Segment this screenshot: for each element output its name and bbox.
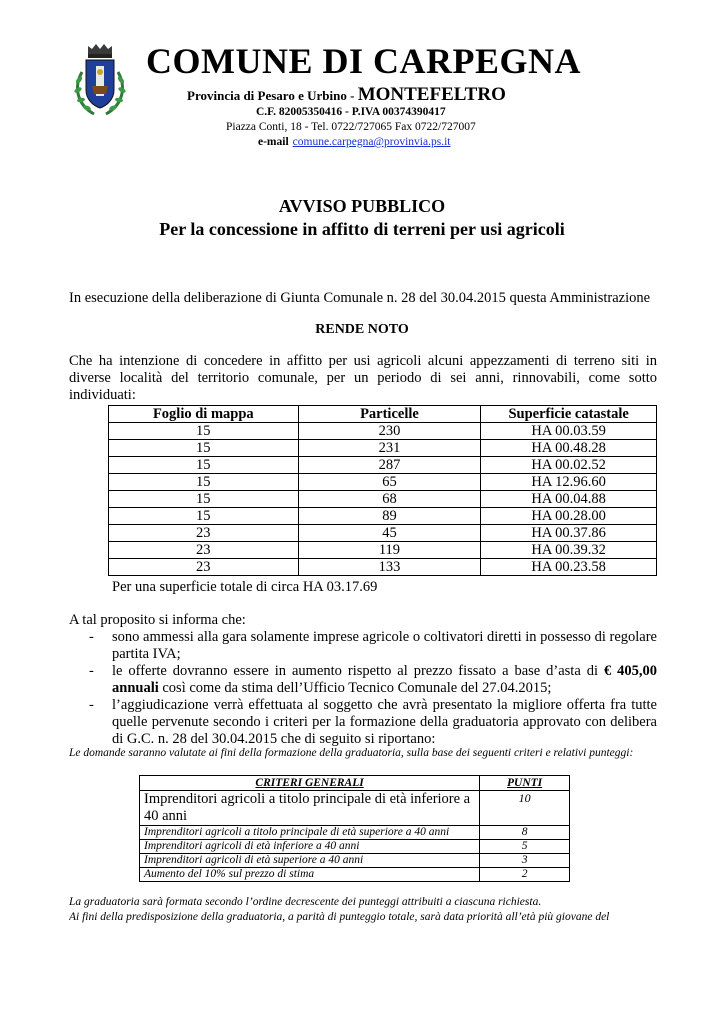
table-cell: 23: [109, 525, 299, 542]
province-prefix: Provincia di Pesaro e Urbino -: [187, 88, 358, 103]
municipality-name: COMUNE DI CARPEGNA: [146, 41, 581, 81]
column-header: Superficie catastale: [481, 406, 657, 423]
table-row: [109, 423, 657, 440]
list-item-text: l’aggiudicazione verrà effettuata al soggetto che avrà presentato la migliore offerta fra tutte quelle pervenute secondo i criteri per la formazione della graduatoria approvato con delibera di G.C. n. 28 del 30.04.2015 che di seguito si riportano:: [112, 697, 657, 747]
table-cell: 287: [298, 457, 481, 474]
email-line: [258, 136, 450, 148]
table-cell: HA 00.03.59: [481, 423, 657, 440]
table-row: [140, 826, 570, 840]
table-cell: 15: [109, 440, 299, 457]
address-line: Piazza Conti, 18 - Tel. 0722/727065 Fax 0722/727007: [226, 121, 476, 133]
list-item: [69, 663, 657, 697]
list-item-text: le offerte dovranno essere in aumento rispetto al prezzo fissato a base d’asta di: [112, 663, 604, 679]
table-row: [109, 542, 657, 559]
list-dash: -: [89, 663, 94, 679]
info-intro: A tal proposito si informa che:: [69, 612, 246, 628]
criteria-intro: Le domande saranno valutate ai fini della formazione della graduatoria, sulla base dei seguenti criteri e relativi punteggi:: [69, 747, 634, 759]
conditions-list: [69, 629, 657, 748]
table-cell: HA 00.48.28: [481, 440, 657, 457]
table-cell: 15: [109, 457, 299, 474]
parcels-table: [108, 405, 657, 576]
table-row: [140, 840, 570, 854]
list-item-text: così come da stima dell’Ufficio Tecnico Comunale del 27.04.2015;: [158, 680, 552, 696]
criteria-table: [139, 775, 570, 882]
table-row: [109, 474, 657, 491]
intro-paragraph: In esecuzione della deliberazione di Giunta Comunale n. 28 del 30.04.2015 questa Amministrazione: [69, 290, 651, 306]
province-line: [187, 84, 506, 106]
table-row: [140, 854, 570, 868]
email-label: e-mail: [258, 136, 289, 148]
base-price: € 405,00 annuali: [112, 663, 658, 696]
table-row: [109, 440, 657, 457]
criteria-points: 8: [480, 826, 570, 840]
table-row: [140, 868, 570, 882]
email-link[interactable]: comune.carpegna@provinvia.ps.it: [292, 136, 451, 148]
body-paragraph: Che ha intenzione di concedere in affitto per usi agricoli alcuni appezzamenti di terreno siti in diverse località del territorio comunale, per un periodo di sei anni, rinnovabili, come sotto individuati:: [69, 353, 657, 403]
column-header: CRITERI GENERALI: [140, 776, 480, 791]
total-surface: Per una superficie totale di circa HA 03.17.69: [112, 579, 378, 595]
table-cell: HA 00.23.58: [481, 559, 657, 576]
table-cell: HA 00.39.32: [481, 542, 657, 559]
table-cell: 230: [298, 423, 481, 440]
criteria-header-row: [140, 776, 570, 791]
criteria-label: Imprenditori agricoli di età superiore a 40 anni: [140, 854, 480, 868]
table-row: [109, 491, 657, 508]
criteria-label: Imprenditori agricoli a titolo principale di età inferiore a 40 anni: [140, 791, 480, 826]
criteria-points: 10: [480, 791, 570, 826]
table-row: [140, 791, 570, 826]
table-cell: 119: [298, 542, 481, 559]
table-cell: 45: [298, 525, 481, 542]
list-dash: -: [89, 629, 94, 645]
table-cell: 15: [109, 474, 299, 491]
table-cell: HA 00.02.52: [481, 457, 657, 474]
list-item: [69, 629, 657, 663]
table-cell: 65: [298, 474, 481, 491]
table-cell: 133: [298, 559, 481, 576]
table-cell: 89: [298, 508, 481, 525]
criteria-label: Aumento del 10% sul prezzo di stima: [140, 868, 480, 882]
table-cell: 23: [109, 559, 299, 576]
table-cell: HA 00.37.86: [481, 525, 657, 542]
table-cell: 23: [109, 542, 299, 559]
ranking-note: La graduatoria sarà formata secondo l’ordine decrescente dei punteggi attribuiti a ciascuna richiesta.: [69, 896, 542, 908]
criteria-points: 5: [480, 840, 570, 854]
table-cell: 231: [298, 440, 481, 457]
criteria-label: Imprenditori agricoli di età inferiore a 40 anni: [140, 840, 480, 854]
table-row: [109, 508, 657, 525]
criteria-label: Imprenditori agricoli a titolo principale di età superiore a 40 anni: [140, 826, 480, 840]
table-cell: HA 00.28.00: [481, 508, 657, 525]
column-header: Foglio di mappa: [109, 406, 299, 423]
list-item: [69, 697, 657, 748]
municipal-crest-icon: [70, 42, 130, 120]
table-cell: 15: [109, 423, 299, 440]
notice-subtitle: Per la concessione in affitto di terreni per usi agricoli: [159, 219, 565, 239]
notice-title: AVVISO PUBBLICO: [278, 196, 446, 216]
table-cell: 15: [109, 491, 299, 508]
rende-noto-heading: RENDE NOTO: [315, 322, 409, 337]
column-header: PUNTI: [480, 776, 570, 791]
criteria-points: 2: [480, 868, 570, 882]
table-cell: 68: [298, 491, 481, 508]
table-cell: HA 00.04.88: [481, 491, 657, 508]
priority-note: Ai fini della predisposizione della graduatoria, a parità di punteggio totale, sarà data priorità all’età più giovane del: [69, 911, 610, 923]
table-row: [109, 457, 657, 474]
table-row: [109, 559, 657, 576]
province-region: MONTEFELTRO: [357, 84, 506, 105]
list-dash: -: [89, 697, 94, 713]
table-cell: HA 12.96.60: [481, 474, 657, 491]
tax-codes: C.F. 82005350416 - P.IVA 00374390417: [256, 106, 446, 118]
list-item-text: sono ammessi alla gara solamente imprese agricole o coltivatori diretti in possesso di regolare partita IVA;: [112, 629, 657, 662]
column-header: Particelle: [298, 406, 481, 423]
table-cell: 15: [109, 508, 299, 525]
criteria-points: 3: [480, 854, 570, 868]
parcels-header-row: [109, 406, 657, 423]
table-row: [109, 525, 657, 542]
